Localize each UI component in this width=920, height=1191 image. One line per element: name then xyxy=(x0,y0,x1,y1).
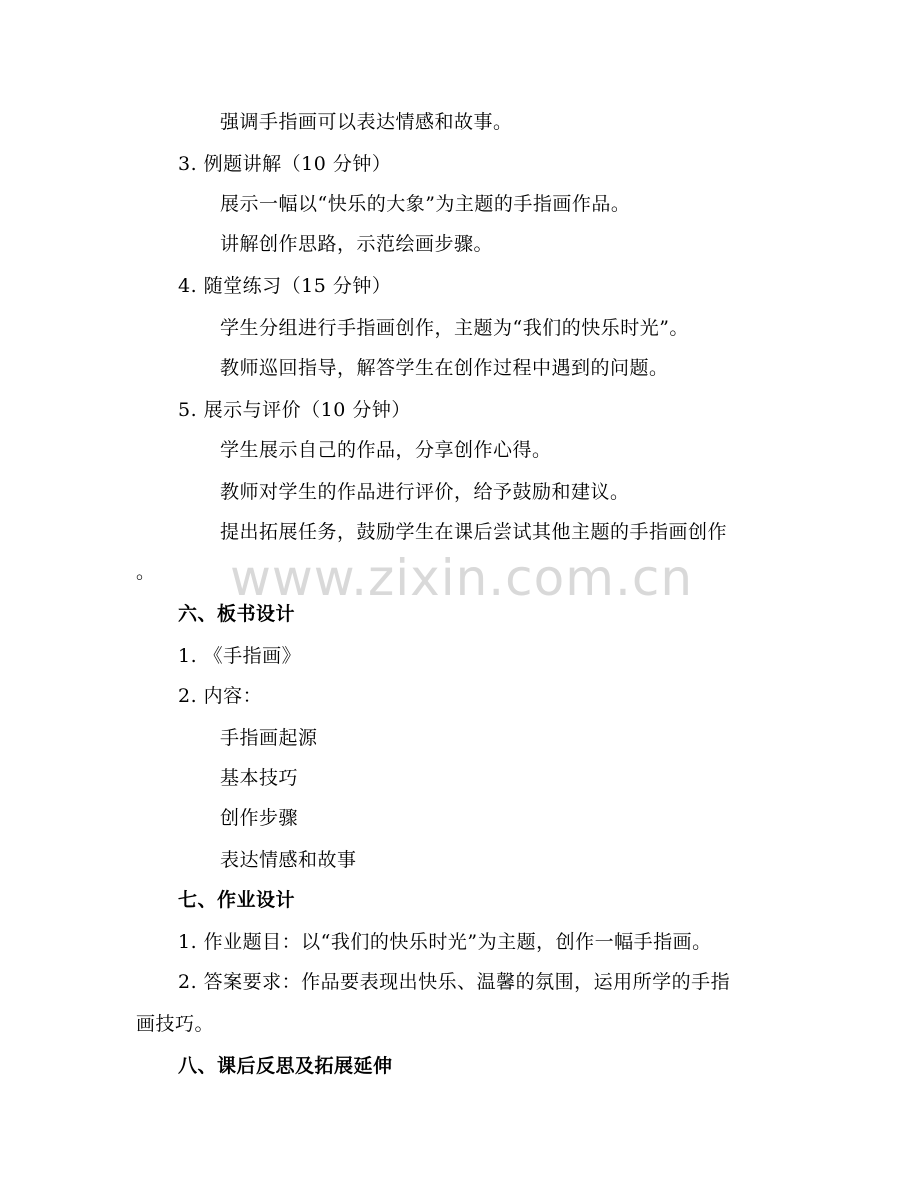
paragraph-requirement-continued: 画技巧。 xyxy=(136,1013,215,1035)
paragraph-teacher-guidance: 教师巡回指导，解答学生在创作过程中遇到的问题。 xyxy=(220,357,669,379)
paragraph-period: 。 xyxy=(136,561,156,583)
section-heading-reflection: 八、课后反思及拓展延伸 xyxy=(178,1055,393,1077)
watermark: www.zixin.com.cn xyxy=(230,549,694,607)
paragraph-student-show: 学生展示自己的作品，分享创作心得。 xyxy=(220,439,552,461)
list-item-example-explanation: 3. 例题讲解（10 分钟） xyxy=(178,153,392,175)
board-content-techniques: 基本技巧 xyxy=(220,767,299,789)
section-heading-board-design: 六、板书设计 xyxy=(178,603,296,625)
paragraph-show-work: 展示一幅以“快乐的大象”为主题的手指画作品。 xyxy=(220,193,631,215)
list-item-class-practice: 4. 随堂练习（15 分钟） xyxy=(178,275,392,297)
paragraph-extension-task: 提出拓展任务，鼓励学生在课后尝试其他主题的手指画创作 xyxy=(220,521,728,543)
paragraph-explain-steps: 讲解创作思路，示范绘画步骤。 xyxy=(220,233,494,255)
board-content-steps: 创作步骤 xyxy=(220,807,299,829)
section-heading-homework: 七、作业设计 xyxy=(178,889,296,911)
paragraph-teacher-evaluate: 教师对学生的作品进行评价，给予鼓励和建议。 xyxy=(220,481,630,503)
paragraph-group-creation: 学生分组进行手指画创作，主题为“我们的快乐时光”。 xyxy=(220,317,689,339)
board-content-origin: 手指画起源 xyxy=(220,727,318,749)
list-item-board-title: 1. 《手指画》 xyxy=(178,645,302,667)
list-item-homework-topic: 1. 作业题目：以“我们的快乐时光”为主题，创作一幅手指画。 xyxy=(178,931,712,953)
list-item-board-content: 2. 内容： xyxy=(178,685,263,707)
board-content-expression: 表达情感和故事 xyxy=(220,849,357,871)
list-item-show-evaluate: 5. 展示与评价（10 分钟） xyxy=(178,399,411,421)
list-item-homework-requirement: 2. 答案要求：作品要表现出快乐、温馨的氛围，运用所学的手指 xyxy=(178,971,731,993)
paragraph-emphasis: 强调手指画可以表达情感和故事。 xyxy=(220,111,513,133)
